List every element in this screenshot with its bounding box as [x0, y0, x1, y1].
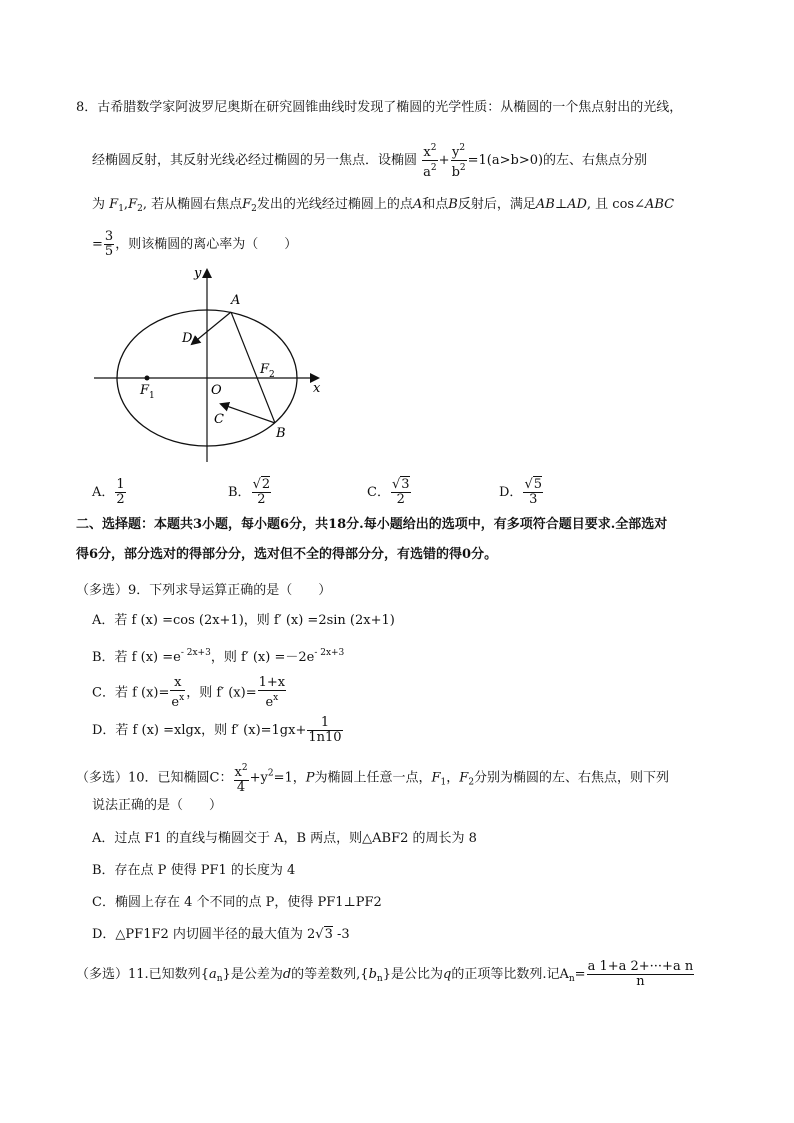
label-x: x	[313, 381, 321, 396]
label-c: C	[214, 412, 224, 427]
label-b: B	[276, 426, 286, 441]
label-f2: F	[260, 362, 270, 377]
label-f2-sub: 2	[269, 370, 275, 380]
ellipse-frac-x: $\frac{x^2}{a^2}$	[423, 143, 437, 180]
q9-option-c: C．若 f (x)= $\frac{x}{e^x}$ ，则 f′ (x)= $\frac{1+x}{e^x}$	[92, 675, 286, 710]
q10-option-a: A．过点 F1 的直线与椭圆交于 A，B 两点，则△ABF2 的周长为 8	[92, 831, 477, 846]
q8-line3: 为 $F_1,F_2$, 若从椭圆右焦点$F_2$发出的光线经过椭圆上的点A和点B反射后，满足AB⊥AD, 且 cos∠ABC	[92, 197, 675, 214]
label-f1: F	[140, 383, 150, 398]
q10-stem: （多选）10．已知椭圆C： $\frac{x^2}{4}$ $+y^2=1$，P为椭圆上任意一点，$F_1$，$F_2$分别为椭圆的左、右焦点，则下列	[76, 763, 670, 795]
section2-line2: 得6分，部分选对的得部分分，选对但不全的得部分分，有选错的得0分。	[76, 547, 498, 562]
q9-option-d: D．若 f (x) =xlgx，则 f′ (x)=1gx+ $\frac{1}{1n10}$	[92, 715, 342, 745]
q8-line1: 8．古希腊数学家阿波罗尼奥斯在研究圆锥曲线时发现了椭圆的光学性质：从椭圆的一个焦点射出的光线，	[76, 100, 683, 115]
q8-option-d: D． $\frac{√5}{3}$	[499, 477, 543, 507]
q9-option-a: A．若 f (x) =cos (2x+1)，则 f′ (x) =2sin (2x+1)	[92, 613, 395, 628]
q10-option-c: C．椭圆上存在 4 个不同的点 P，使得 PF1⊥PF2	[92, 895, 382, 910]
q8-line4: = $\frac{3}{5}$ ，则该椭圆的离心率为（ ）	[92, 229, 298, 259]
section2-line1: 二、选择题：本题共3小题，每小题6分，共18分.每小题给出的选项中，有多项符合题目要求.全部选对	[76, 517, 668, 532]
q11-stem: （多选）11.已知数列$\{a_n\}$是公差为d的等差数列$,\{b_n\}$是公比为q的正项等比数列.记$A_n=$ $\frac{\text{a 1+a 2+···+a n}}{n}$	[76, 959, 694, 989]
label-a: A	[231, 293, 241, 308]
ray-bc	[221, 404, 275, 423]
label-o: O	[211, 383, 222, 398]
q8-option-c: C． $\frac{√3}{2}$	[367, 477, 410, 507]
q8-line2: 经椭圆反射，其反射光线必经过椭圆的另一焦点．设椭圆 $\frac{x^2}{a^2}$ + $\frac{y^2}{b^2}$ =1(a>b>0)的左、右焦点分别	[92, 143, 648, 180]
q10-line2: 说法正确的是（ ）	[92, 798, 223, 813]
ellipse-figure	[90, 260, 350, 470]
q9-option-b: B．若 f $(x) =e^{- 2x+3}$，则 f′ $(x) =-2e^{- 2x+3}$	[92, 648, 345, 665]
f1-point	[145, 376, 150, 381]
ray-ad	[192, 312, 231, 344]
label-y: y	[194, 266, 202, 281]
label-f1-sub: 1	[149, 391, 155, 401]
q8-option-b: B． $\frac{√2}{2}$	[228, 477, 271, 507]
q10-option-b: B．存在点 P 使得 PF1 的长度为 4	[92, 863, 296, 878]
q9-stem: （多选）9．下列求导运算正确的是（ ）	[76, 583, 332, 598]
q8-option-a: A． $\frac{1}{2}$	[92, 477, 125, 507]
cos-value-frac: $\frac{3}{5}$	[104, 229, 114, 259]
ellipse-frac-y: $\frac{y^2}{b^2}$	[451, 143, 466, 180]
label-d: D	[182, 331, 193, 346]
q10-option-d: D．△PF1F2 内切圆半径的最大值为 2√3 -3	[92, 927, 350, 942]
